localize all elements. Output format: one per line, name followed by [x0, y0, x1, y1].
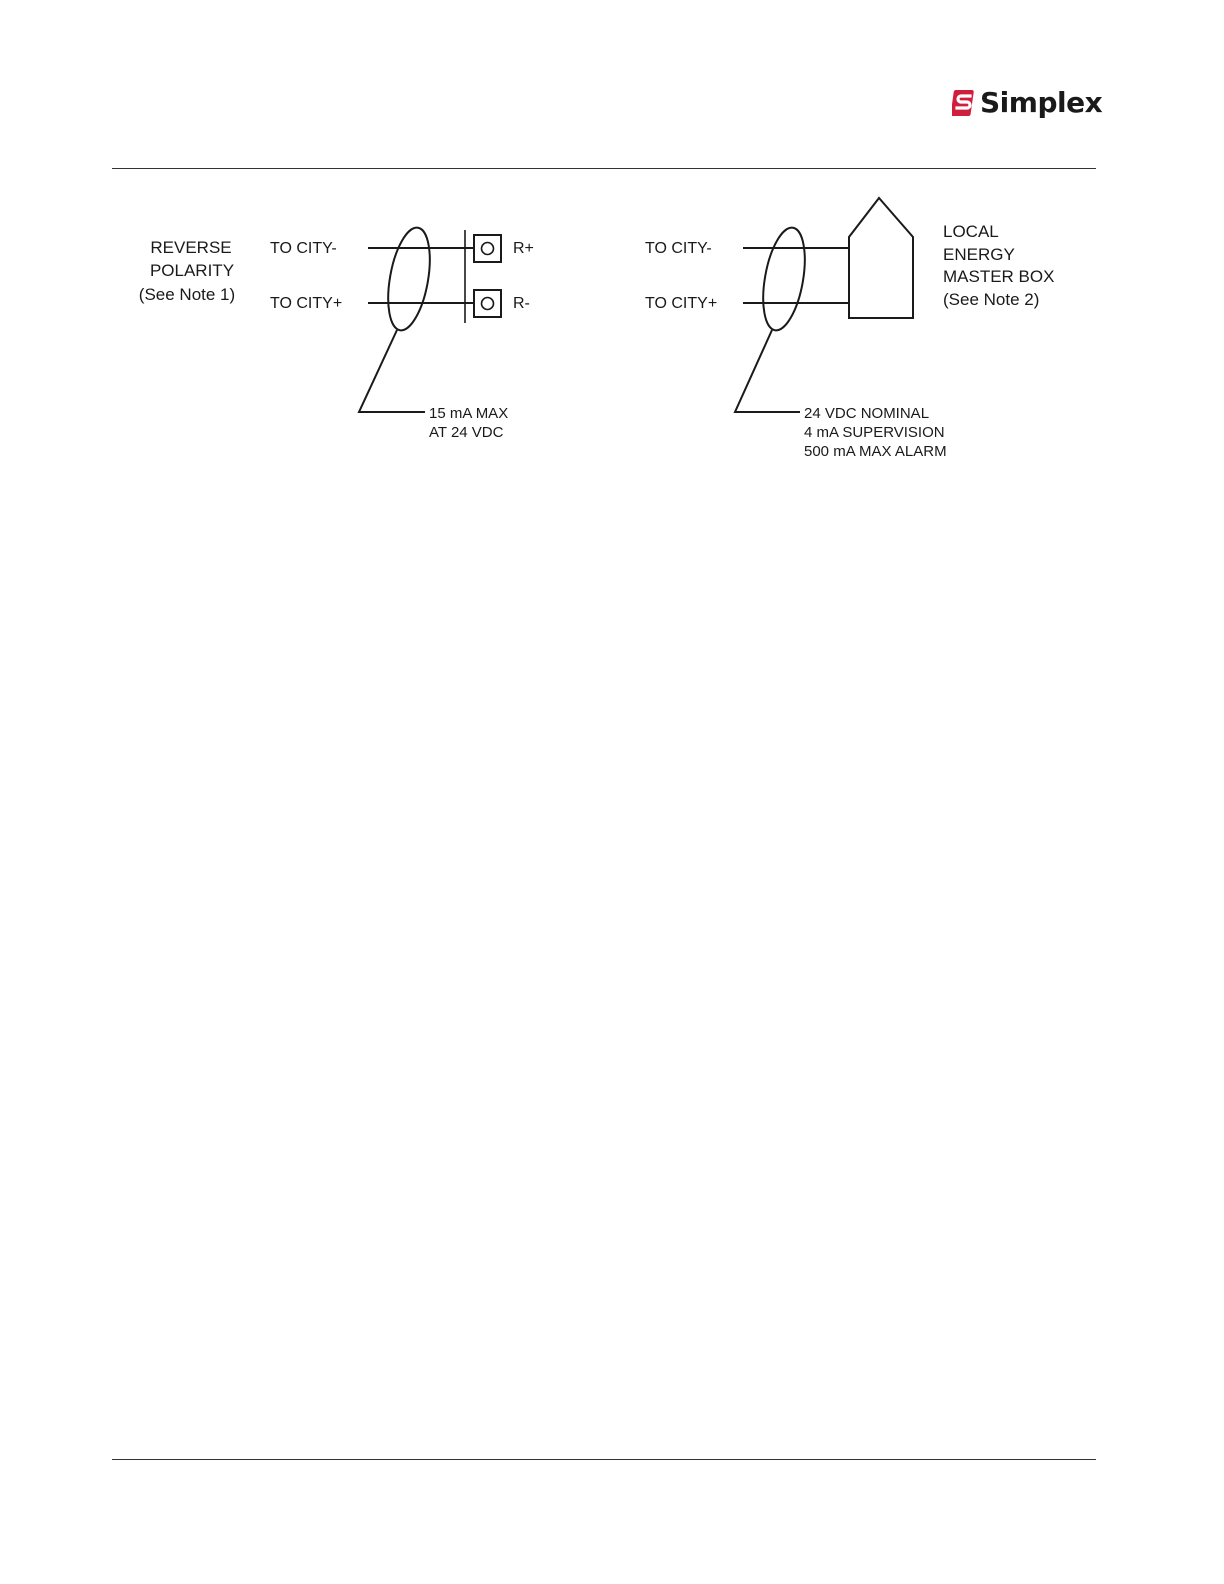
left-wire-label-city-minus: TO CITY-: [270, 240, 337, 257]
terminal-r-minus: [474, 290, 501, 317]
right-leader-line: [735, 330, 800, 412]
master-box-label-line-3: MASTER BOX: [943, 267, 1055, 286]
master-box-label-line-1: LOCAL: [943, 222, 999, 241]
terminal-r-plus: [474, 235, 501, 262]
terminal-label-r-plus: R+: [513, 240, 534, 257]
right-note-line-3: 500 mA MAX ALARM: [804, 443, 947, 460]
left-title-line-1: REVERSE: [150, 238, 232, 257]
terminal-label-r-minus: R-: [513, 295, 530, 312]
right-wire-label-city-minus: TO CITY-: [645, 240, 712, 257]
left-twisted-pair-shield: [381, 224, 436, 333]
master-box-label-line-4: (See Note 2): [943, 290, 1040, 309]
left-title-line-3: (See Note 1): [138, 285, 236, 304]
master-box-label-line-2: ENERGY: [943, 245, 1015, 264]
left-wire-label-city-plus: TO CITY+: [270, 295, 343, 312]
footer-divider: [112, 1459, 1096, 1460]
right-note-line-1: 24 VDC NOMINAL: [804, 405, 930, 422]
right-note-line-2: 4 mA SUPERVISION: [804, 424, 945, 441]
reverse-polarity-diagram: [139, 224, 534, 441]
right-twisted-pair-shield: [756, 224, 811, 333]
master-box-icon: [849, 198, 913, 318]
wiring-diagram: [0, 0, 1224, 520]
right-wire-label-city-plus: TO CITY+: [645, 295, 718, 312]
left-title-line-2: POLARITY: [149, 261, 235, 280]
left-leader-line: [359, 330, 425, 412]
left-note-line-1: 15 mA MAX: [429, 405, 509, 422]
local-energy-diagram: [645, 198, 1054, 460]
left-note-line-2: AT 24 VDC: [429, 424, 504, 441]
brand-name: Simplex: [980, 86, 1103, 119]
